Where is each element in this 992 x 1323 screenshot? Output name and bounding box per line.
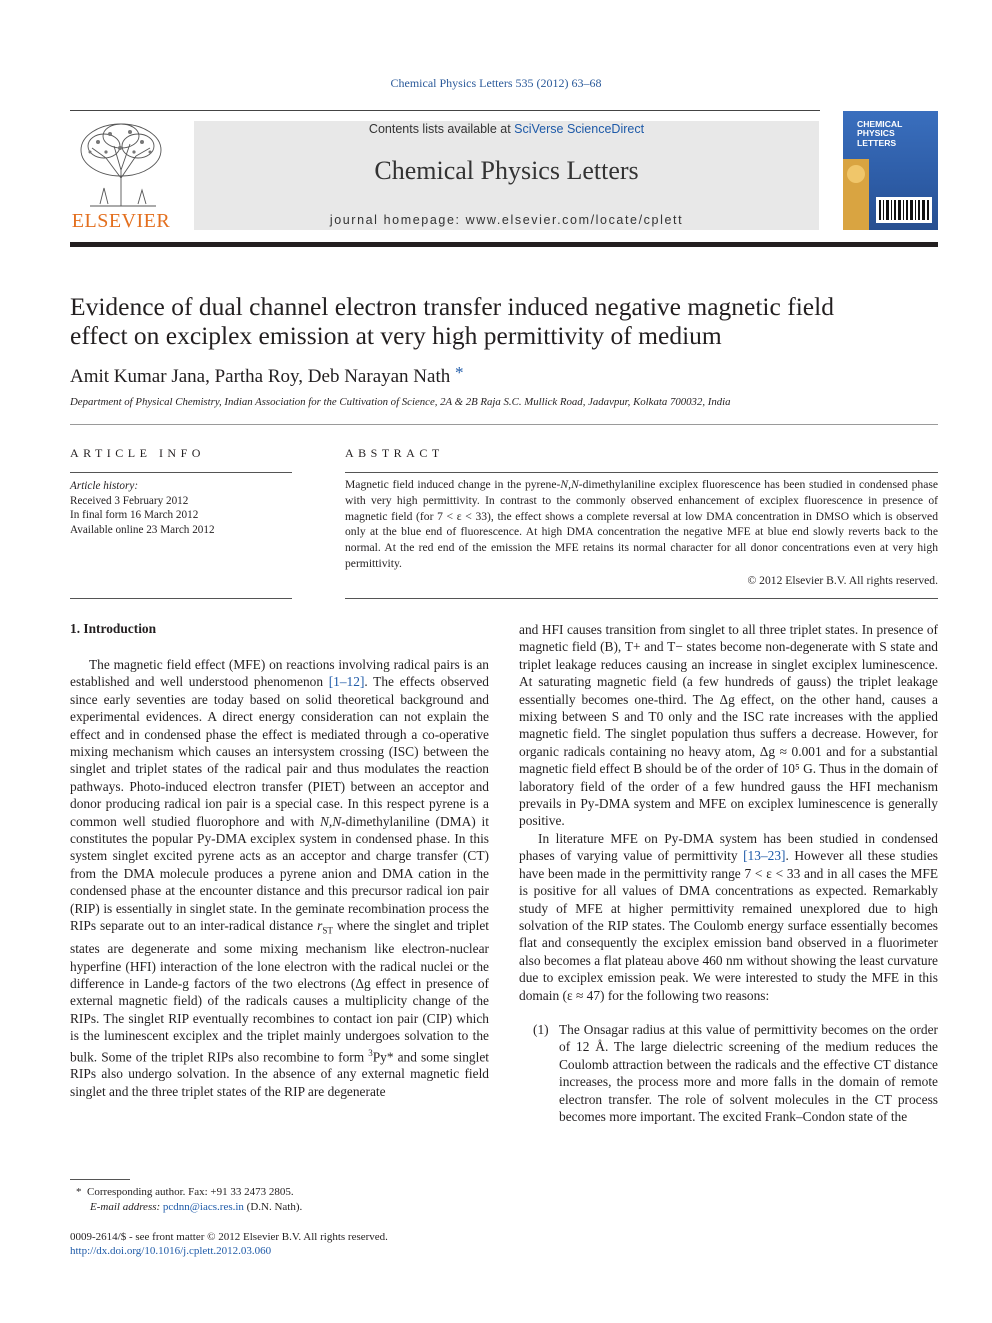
cover-title-line: CHEMICAL	[857, 119, 903, 129]
header-thick-rule	[70, 242, 938, 247]
journal-name: Chemical Physics Letters	[374, 156, 639, 185]
list-item	[519, 1021, 938, 1125]
issn-line: 0009-2614/$ - see front matter © 2012 Elsevier B.V. All rights reserved.	[70, 1231, 388, 1243]
section-heading-introduction: 1. Introduction	[70, 621, 157, 636]
intro-paragraph	[70, 656, 489, 1100]
paragraph: and HFI causes transition from singlet to all three triplet states. In presence of magnetic field (B), T+ and T− states become non-degenerate with S state and triplet leakage reduces causing an increase in singlet exciplex luminescence. At saturating magnetic field (a few hundreds of gauss) the triplet leakage essentially becomes one-third. The Δg effect, on the other hand, causes a mixing between S and T0 only and the ISC rate increases with the applied magnetic field. The singlet population thus suffers a decrease. However, for organic radicals containing no heavy atom, Δg ≈ 0.001 and for a substantial magnetic field effect B should be of the order of 10⁵ G. Thus in the domain of laboratory field of the order of a few hundred gauss the HFI mechanism prevails in Py-DMA system and MFE on exciplex luminescence is generally positive.	[519, 622, 938, 829]
email-suffix: (D.N. Nath).	[243, 1201, 303, 1213]
abstract-part: N,N	[560, 478, 579, 491]
cover-title-line: PHYSICS	[857, 128, 895, 139]
text-run: 3	[368, 1047, 373, 1058]
abstract-rule	[345, 472, 938, 473]
abstract-heading: ABSTRACT	[345, 446, 444, 460]
contents-line	[194, 122, 819, 136]
info-rule-bottom	[70, 598, 292, 599]
journal-cover-image	[843, 111, 938, 230]
text-run: In literature MFE on Py-DMA system has been studied in condensed phases of varying value of permittivity	[519, 830, 938, 864]
article-history	[70, 479, 215, 537]
affiliation: Department of Physical Chemistry, Indian Association for the Cultivation of Science, 2A & 2B Raja S.C. Mullick Road, Jadavpur, Kolkata 700032, India	[70, 396, 731, 408]
cover-title-line: LETTERS	[857, 137, 897, 148]
list-text: The Onsagar radius at this value of permittivity becomes on the order of 12 Å. The large dielectric screening of the medium reduces the Coulomb attraction between the radicals and the effective CT distance increases, the process more and more falls in the domain of remote electron transfer. The role of solvent molecules in the CT process becomes more important. The excited Frank–Condon state of the	[559, 1021, 938, 1124]
contents-prefix: Contents lists available at	[368, 122, 515, 136]
text-run: where the singlet and triplet states are degenerate and some mixing mechanism like electron-nuclear hyperfine (HFI) interaction of the lone electron with the radical nuclei or the difference in Lande-g factors of the two electrons (Δg effect in presence of external magnetic field) of the radicals causes a multiplicity change of the RIPs. The singlet RIP eventually recombines to contact ion pair (CIP) which is the luminescent exciplex and the triplet mainly undergoes solvation to the bulk. Some of the triplet RIPs also recombine to form	[70, 918, 489, 1065]
online-date: Available online 23 March 2012	[70, 523, 215, 536]
authors: Amit Kumar Jana, Partha Roy, Deb Narayan Nath	[70, 366, 451, 387]
received-date: Received 3 February 2012	[70, 494, 189, 507]
journal-citation[interactable]: Chemical Physics Letters 535 (2012) 63–68	[390, 76, 602, 90]
corresponding-author-mark[interactable]: *	[455, 363, 464, 382]
text-run: . The effects observed since early seventies are today based on solid theoretical background and experimental evidences. A direct energy consideration can not explain the effect and in condensed phase the effect is mediated through a co-operative mixing mechanism which causes an intersystem crossing (ISC) between the singlet and triplet states of the radical pair and thus modulates the reaction pathways. Photo-induced electron transfer (PIET) between an acceptor and donor producing radical ion pair is a special case. In this respect pyrene is a common well studied fluorophore and with	[70, 674, 489, 829]
header-rule	[70, 110, 820, 111]
history-label: Article history:	[70, 480, 139, 492]
article-title	[70, 292, 930, 350]
footnote-mark: *	[76, 1186, 82, 1198]
text-run: N,N	[319, 813, 342, 829]
abstract-part: -dimethylaniline exciplex fluorescence has been studied in condensed phase with very high permittivity. In contrast to the commonly observed enhancement of exciplex fluorescence in presence of magnetic field (for 7 < ε < 33), the effect shows a complete reversal at low DMA concentration in DMSO which is observed only at the blue end of fluorescence. At high DMA concentration the negative MFE at blue end slowly reverts back to the normal. At the red end of the emission the MFE retains its normal character for all donor concentrations even at very high permittivity.	[345, 478, 938, 570]
text-run: . However all these studies have been made in the permittivity range 7 < ε < 33 and in all cases the MFE is positive for all values of DMA concentrations as expected. Remarkably study of MFE at higher permittivity remained unexplored due to high solvation of the RIP states. The Coulomb energy surface essentially becomes flat and consequently the exciplex emission band observed in a fluorimeter also becomes a flat plateau above 460 nm without showing the least curvature due to exciplex emission peak. We were interested to study the MFE in this domain (ε ≈ 47) for the following two reasons:	[519, 848, 938, 1003]
footnote-rule	[70, 1179, 130, 1180]
journal-homepage[interactable]: journal homepage: www.elsevier.com/locate/cplett	[329, 213, 684, 227]
right-column-body	[519, 621, 938, 1125]
reference-link[interactable]: [1–12]	[328, 674, 365, 690]
abstract-text	[345, 477, 938, 572]
author-list	[70, 363, 464, 388]
footnote-text: Corresponding author. Fax: +91 33 2473 2805.	[87, 1186, 294, 1198]
text-run: r	[317, 918, 323, 934]
email-link[interactable]: pcdnn@iacs.res.in	[162, 1201, 244, 1213]
footnote-corresponding	[76, 1185, 496, 1215]
abstract-part: Magnetic field induced change in the pyrene-	[345, 478, 561, 491]
text-run: Py* and some singlet RIPs also undergo solvation. In the absence of any external magnetic field singlet and the three triplet states of the RIP are degenerate	[70, 1049, 490, 1099]
final-form-date: In final form 16 March 2012	[70, 509, 199, 522]
info-rule	[70, 472, 292, 473]
left-column-body	[70, 656, 489, 1100]
text-run: ST	[322, 925, 333, 936]
paragraph	[519, 830, 938, 1004]
publication-info	[70, 1230, 510, 1258]
doi-link[interactable]: http://dx.doi.org/10.1016/j.cplett.2012.03.060	[70, 1245, 272, 1257]
cover-barcode	[876, 197, 932, 223]
list-number: (1)	[533, 1021, 549, 1037]
title-rule	[70, 424, 938, 425]
sciencedirect-link[interactable]: SciVerse ScienceDirect	[514, 122, 645, 136]
title-line: effect on exciplex emission at very high permittivity of medium	[70, 321, 722, 350]
title-line: Evidence of dual channel electron transfer induced negative magnetic field	[70, 292, 834, 321]
abstract-copyright: © 2012 Elsevier B.V. All rights reserved.	[747, 574, 938, 587]
elsevier-wordmark: ELSEVIER	[71, 210, 171, 232]
text-run: -dimethylaniline (DMA) it constitutes the popular Py-DMA exciplex system in condensed phase. In this system singlet excited pyrene acts as an acceptor and charge transfer (CT) from the DMA molecule produces a pyrene anion and DMA cation in the condensed phase at the encounter distance and this precursor radical ion pair (RIP) is essentially in singlet state. In the geminate recombination process the RIPs separate out to an inter-radical distance	[70, 813, 489, 934]
reference-link[interactable]: [13–23]	[743, 848, 786, 864]
abstract-rule-bottom	[345, 598, 938, 599]
article-info-heading: ARTICLE INFO	[70, 446, 205, 460]
cover-title	[857, 120, 902, 148]
text-run: The magnetic field effect (MFE) on reactions involving radical pairs is an established and well understood phenomenon	[70, 657, 489, 690]
email-label: E-mail address:	[90, 1201, 163, 1213]
